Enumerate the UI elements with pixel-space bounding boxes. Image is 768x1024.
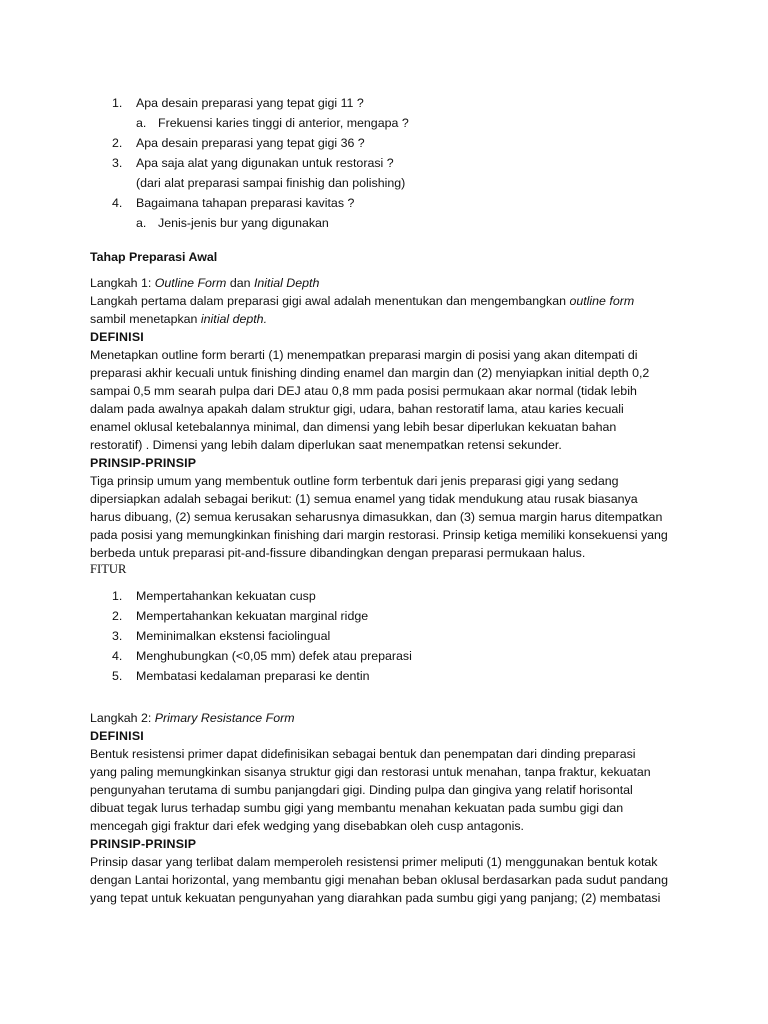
list-item: 1. Mempertahankan kekuatan cusp [112,589,316,603]
list-item: 4. Menghubungkan (<0,05 mm) defek atau preparasi [112,649,412,663]
text-line: dibuat tegak lurus terhadap sumbu gigi yang membantu menahan kekuatan pada sumbu gigi dan [90,801,624,815]
question-list [90,93,690,233]
step1-heading [90,274,690,292]
text-line: harus dibuang, (2) semua kerusakan seharusnya dimasukkan, dan (3) semua margin harus ditempatkan [90,510,663,524]
text-line: enamel oklusal ketebalannya minimal, dan dimensi yang lebih besar diperlukan kekuatan bahan [90,420,617,434]
step1-prefix: Langkah 1: [90,276,155,290]
list-item: 3. Apa saja alat yang digunakan untuk restorasi ? [112,156,394,170]
text-line: sampai 0,5 mm searah pulpa dari DEJ atau 0,8 mm pada posisi permukaan akar normal (tidak lebih [90,384,637,398]
step2-definisi-label: DEFINISI [90,729,144,743]
text-line: mencegah gigi fraktur dari efek wedging yang disebabkan oleh cusp antagonis. [90,819,524,833]
step1-intro-line: Langkah pertama dalam preparasi gigi awal adalah menentukan dan mengembangkan outline form [90,294,635,308]
step2-prefix: Langkah 2: [90,711,155,725]
text-line: pada posisi yang memungkinkan finishing dari margin restorasi. Prinsip ketiga memiliki konsekuensi yang [90,528,668,542]
document-body [90,93,690,907]
text-line: Prinsip dasar yang terlibat dalam memperoleh resistensi primer meliputi (1) menggunakan bentuk kotak [90,855,658,869]
step2-term: Primary Resistance Form [154,711,295,725]
list-item: a. Jenis-jenis bur yang digunakan [136,216,329,230]
step2-prinsip-text [90,853,690,907]
text-line: Menetapkan outline form berarti (1) menempatkan preparasi margin di posisi yang akan ditempati di [90,348,638,362]
list-item: 5. Membatasi kedalaman preparasi ke dentin [112,669,370,683]
list-item: 2. Mempertahankan kekuatan marginal ridge [112,609,369,623]
list-item: 2. Apa desain preparasi yang tepat gigi 36 ? [112,136,365,150]
step1-fitur-label: FITUR [90,562,127,576]
step1-definisi-label: DEFINISI [90,330,144,344]
text-line: dipersiapkan adalah sebagai berikut: (1) semua enamel yang tidak mendukung atau rusak biasanya [90,492,638,506]
text-line: yang tepat untuk kekuatan pengunyahan yang diarahkan pada sumbu gigi yang panjang; (2) membatasi [90,891,661,905]
text-line: yang paling memungkinkan sisanya struktur gigi dan restorasi untuk menahan, tanpa fraktur, kekuatan [90,765,651,779]
step2-definisi-text [90,745,690,835]
list-item-continuation: (dari alat preparasi sampai finishig dan polishing) [136,176,406,190]
text-line: restoratif) . Dimensi yang lebih dalam diperlukan saat menempatkan retensi sekunder. [90,438,562,452]
text-line: berbeda untuk preparasi pit-and-fissure dibandingkan dengan preparasi permukaan halus. [90,546,586,560]
step1-prinsip-text [90,472,690,562]
step1-term2: Initial Depth [253,276,320,290]
text-line: preparasi akhir kecuali untuk finishing dinding enamel dan margin dan (2) menyiapkan initial depth 0,2 [90,366,650,380]
step2-heading [90,709,690,727]
step1-definisi-text [90,346,690,454]
fitur-list [90,586,690,686]
list-item: a. Frekuensi karies tinggi di anterior, mengapa ? [136,116,409,130]
list-item: 1. Apa desain preparasi yang tepat gigi 11 ? [112,96,364,110]
step2-prinsip-label: PRINSIP-PRINSIP [90,837,197,851]
section-title: Tahap Preparasi Awal [90,250,218,264]
text-line: dengan Lantai horizontal, yang membantu gigi menahan beban oklusal berdasarkan pada sudut pandang [90,873,668,887]
text-line: Tiga prinsip umum yang membentuk outline form terbentuk dari jenis preparasi gigi yang sedang [90,474,619,488]
text-line: dalam pada awalnya apakah dalam struktur gigi, udara, bahan restoratif lama, atau karies kecuali [90,402,624,416]
text-line: pengunyahan terutama di sumbu panjangdari gigi. Dinding pulpa dan gingiva yang relatif horisontal [90,783,633,797]
step1-intro-line: sambil menetapkan initial depth. [90,312,268,326]
step1-prinsip-label: PRINSIP-PRINSIP [90,456,197,470]
step1-term1: Outline Form [154,276,227,290]
list-item: 4. Bagaimana tahapan preparasi kavitas ? [112,196,355,210]
text-line: Bentuk resistensi primer dapat didefinisikan sebagai bentuk dan penempatan dari dinding preparasi [90,747,636,761]
list-item: 3. Meminimalkan ekstensi faciolingual [112,629,331,643]
step1-mid: dan [226,276,254,290]
